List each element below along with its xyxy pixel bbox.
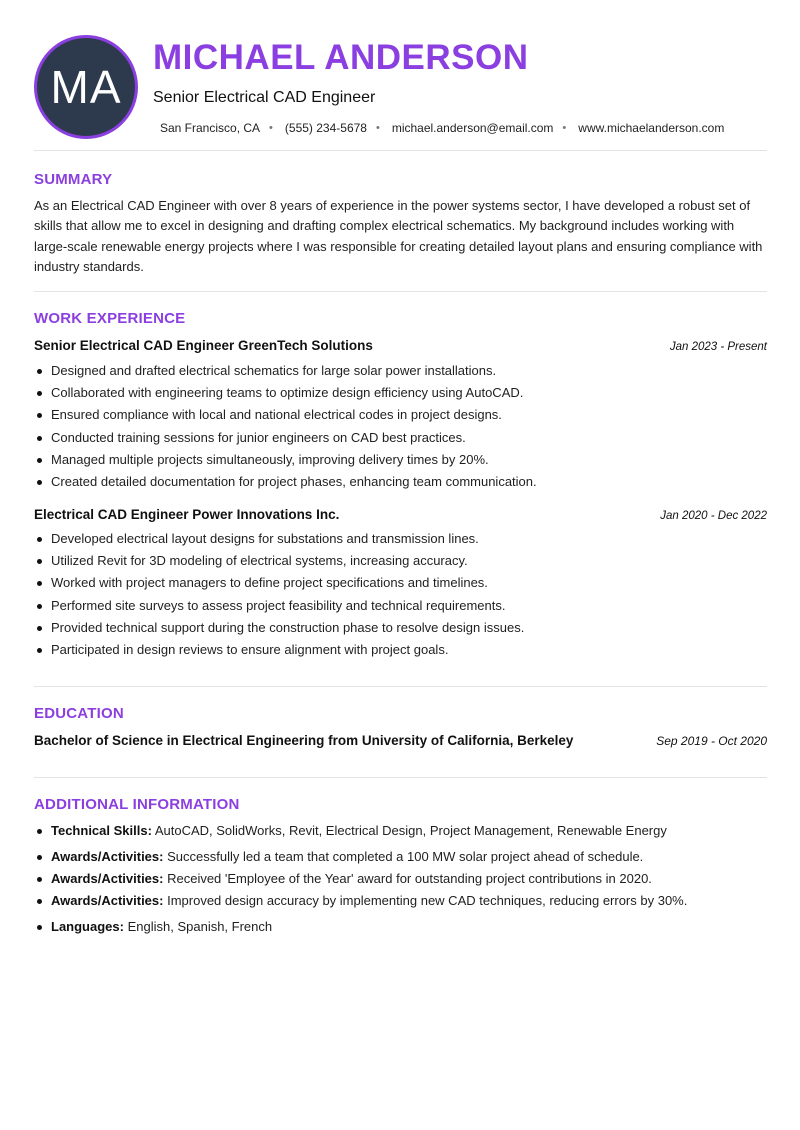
avatar (34, 35, 138, 139)
list-item: Utilized Revit for 3D modeling of electrical systems, increasing accuracy. (34, 552, 767, 574)
divider (34, 150, 767, 151)
education-dates: Sep 2019 - Oct 2020 (656, 734, 767, 748)
list-item (34, 870, 767, 888)
contact-location: San Francisco, CA (160, 121, 261, 135)
list-item (34, 822, 767, 840)
job-dates: Jan 2020 - Dec 2022 (660, 510, 767, 522)
avatar-initials: MA (50, 61, 122, 113)
job-dates: Jan 2023 - Present (669, 341, 767, 353)
divider (34, 291, 767, 292)
additional-info-list (34, 822, 767, 936)
contact-email[interactable]: michael.anderson@email.com (391, 121, 554, 135)
contact-bar (160, 121, 724, 135)
info-text: Successfully led a team that completed a 100 MW solar project ahead of schedule. (167, 849, 644, 864)
info-label: Technical Skills: (51, 823, 152, 838)
bullet-separator-icon: • (562, 122, 567, 134)
list-item: Performed site surveys to assess project feasibility and technical requirements. (34, 597, 767, 619)
info-text: AutoCAD, SolidWorks, Revit, Electrical Design, Project Management, Renewable Energy (154, 823, 667, 838)
section-title-experience: WORK EXPERIENCE (34, 310, 186, 327)
job-header (34, 507, 767, 522)
info-label: Awards/Activities: (51, 893, 164, 908)
info-text: Improved design accuracy by implementing new CAD techniques, reducing errors by 30%. (167, 893, 688, 908)
list-item (34, 848, 767, 866)
list-item: Created detailed documentation for project phases, enhancing team communication. (34, 473, 767, 495)
candidate-name: MICHAEL ANDERSON (153, 38, 529, 77)
divider (34, 777, 767, 778)
job-bullets (34, 362, 767, 495)
info-label: Awards/Activities: (51, 871, 164, 886)
job-role: Senior Electrical CAD Engineer GreenTech Solutions (34, 338, 373, 353)
list-item: Worked with project managers to define project specifications and timelines. (34, 574, 767, 596)
list-item: Collaborated with engineering teams to optimize design efficiency using AutoCAD. (34, 384, 767, 406)
job-header (34, 338, 767, 353)
list-item: Developed electrical layout designs for substations and transmission lines. (34, 530, 767, 552)
list-item: Participated in design reviews to ensure alignment with project goals. (34, 641, 767, 663)
info-label: Awards/Activities: (51, 849, 164, 864)
bullet-separator-icon: • (269, 122, 273, 134)
education-degree: Bachelor of Science in Electrical Engineering from University of California, Berkeley (34, 733, 574, 748)
info-text: English, Spanish, French (127, 919, 273, 934)
section-title-education: EDUCATION (34, 705, 124, 722)
info-text: Received 'Employee of the Year' award for outstanding project contributions in 2020. (167, 871, 652, 886)
section-title-summary: SUMMARY (34, 171, 113, 188)
info-label: Languages: (51, 919, 124, 934)
list-item: Managed multiple projects simultaneously, improving delivery times by 20%. (34, 451, 767, 473)
list-item (34, 892, 767, 910)
list-item: Provided technical support during the construction phase to resolve design issues. (34, 619, 767, 641)
list-item: Ensured compliance with local and national electrical codes in project designs. (34, 406, 767, 428)
candidate-title: Senior Electrical CAD Engineer (153, 89, 376, 106)
list-item: Conducted training sessions for junior engineers on CAD best practices. (34, 429, 767, 451)
divider (34, 686, 767, 687)
contact-website[interactable]: www.michaelanderson.com (578, 121, 725, 135)
job-role: Electrical CAD Engineer Power Innovations Inc. (34, 507, 340, 522)
job-bullets (34, 530, 767, 663)
list-item (34, 918, 767, 936)
bullet-separator-icon: • (375, 122, 380, 134)
list-item: Designed and drafted electrical schematics for large solar power installations. (34, 362, 767, 384)
education-entry (34, 733, 767, 748)
contact-phone: (555) 234-5678 (284, 121, 367, 135)
summary-text: As an Electrical CAD Engineer with over 8 years of experience in the power systems sector, I have developed a robust set of skills that allow me to excel in designing and drafting complex electrical schematics. My background includes working with large-scale renewable energy projects where I was responsible for creating detailed layout plans and ensuring compliance with industry standards. (34, 198, 763, 274)
section-title-additional: ADDITIONAL INFORMATION (34, 796, 240, 813)
